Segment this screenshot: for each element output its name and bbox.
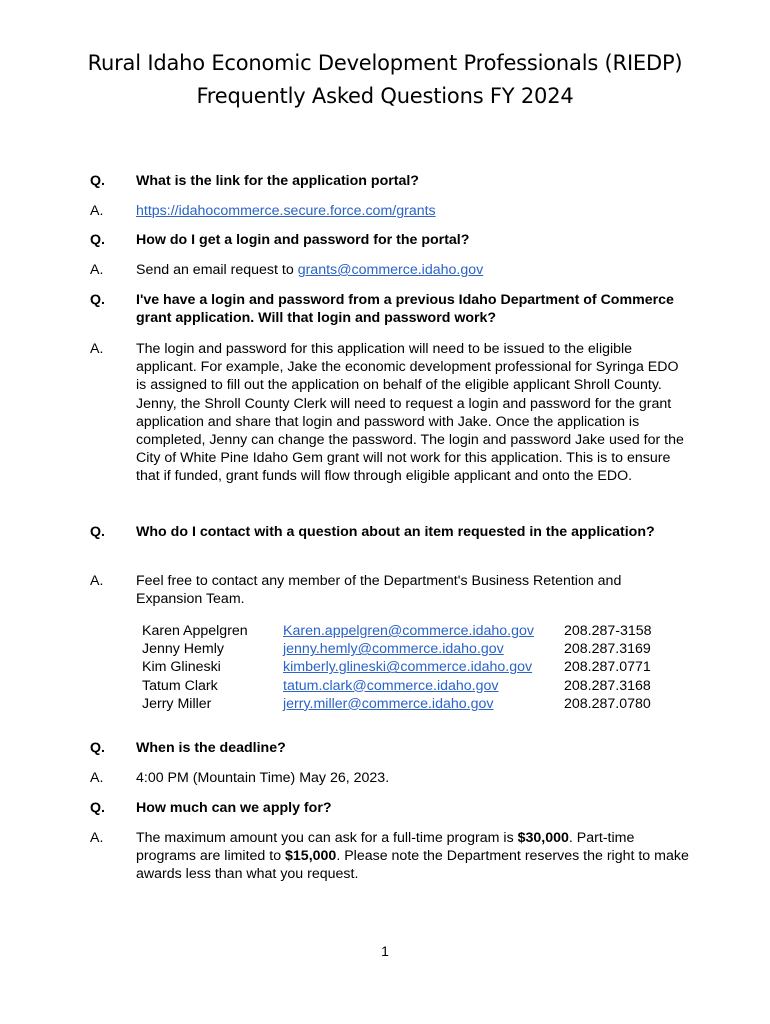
answer-4 (90, 572, 690, 608)
answer-text: Send an email request to (136, 262, 298, 278)
contact-name: Tatum Clark (142, 677, 218, 694)
contact-row (142, 622, 652, 640)
contact-row (142, 658, 652, 676)
contact-email-link[interactable]: jerry.miller@commerce.idaho.gov (283, 695, 494, 712)
contact-phone: 208.287.3169 (564, 641, 651, 658)
answer-text (136, 829, 690, 884)
question-marker: Q. (90, 800, 105, 816)
answer-marker: A. (90, 573, 104, 589)
answer-text-part: . Please note the Department reserves the right to make awards less than what you request. (136, 848, 689, 883)
question-marker: Q. (90, 740, 105, 756)
question-text: What is the link for the application portal? (136, 173, 419, 189)
question-marker: Q. (90, 292, 105, 308)
part-time-amount: $15,000 (285, 848, 337, 865)
answer-marker: A. (90, 262, 104, 278)
answer-text: Feel free to contact any member of the Department's Business Retention and Expansion Team. (136, 573, 622, 608)
question-4 (90, 523, 690, 541)
question-text: When is the deadline? (136, 740, 286, 756)
question-marker: Q. (90, 524, 105, 540)
answer-text-part: . Part-time programs are limited to (136, 830, 635, 865)
title-line-1: Rural Idaho Economic Development Professionals (RIEDP) (87, 51, 683, 75)
contact-row (142, 677, 652, 695)
question-6 (90, 799, 690, 817)
contact-name: Karen Appelgren (142, 623, 248, 639)
question-1 (90, 172, 690, 190)
answer-text: 4:00 PM (Mountain Time) May 26, 2023. (136, 770, 390, 786)
contact-email-link[interactable]: Karen.appelgren@commerce.idaho.gov (283, 623, 535, 639)
question-marker: Q. (90, 173, 105, 189)
grants-email-link[interactable]: grants@commerce.idaho.gov (297, 262, 484, 278)
title-line-2: Frequently Asked Questions FY 2024 (196, 84, 574, 108)
contact-email-link[interactable]: kimberly.glineski@commerce.idaho.gov (283, 659, 533, 676)
full-time-amount: $30,000 (517, 830, 569, 846)
answer-marker: A. (90, 341, 104, 357)
answer-2 (90, 261, 690, 279)
portal-link[interactable]: https://idahocommerce.secure.force.com/grants (136, 203, 436, 219)
contact-phone: 208.287.0771 (564, 659, 651, 676)
answer-marker: A. (90, 830, 104, 846)
contact-email-link[interactable]: tatum.clark@commerce.idaho.gov (283, 677, 499, 694)
contact-table (142, 622, 652, 713)
contact-name: Kim Glineski (142, 659, 221, 676)
document-title (0, 47, 770, 113)
question-5 (90, 739, 690, 757)
contact-row (142, 695, 652, 713)
answer-5 (90, 769, 690, 787)
answer-1 (90, 202, 690, 220)
answer-text: The login and password for this application will need to be issued to the eligible applicant. For example, Jake the economic development professional for Syringa EDO is assigned to fill out the application on behalf of the eligible applicant Shroll County. Jenny, the Shroll County Clerk will need to request a login and password for the grant application and share that login and password with Jake. Once the application is completed, Jenny can change the password. The login and password Jake used for the City of White Pine Idaho Gem grant will not work for this application. This is to ensure that if funded, grant funds will flow through eligible applicant and onto the EDO. (136, 341, 684, 485)
answer-marker: A. (90, 770, 104, 786)
answer-text-part: The maximum amount you can ask for a full-time program is (136, 830, 518, 846)
contact-email-link[interactable]: jenny.hemly@commerce.idaho.gov (283, 641, 504, 658)
question-text: How much can we apply for? (136, 800, 332, 816)
question-text: Who do I contact with a question about an item requested in the application? (136, 524, 655, 540)
question-marker: Q. (90, 232, 105, 248)
contact-name: Jerry Miller (142, 695, 212, 712)
answer-3 (90, 340, 690, 486)
contact-row (142, 640, 652, 658)
question-text: I've have a login and password from a previous Idaho Department of Commerce grant application. Will that login and password work? (136, 292, 674, 327)
question-3 (90, 291, 690, 327)
contact-phone: 208.287.3168 (564, 677, 651, 694)
answer-6 (90, 829, 690, 884)
question-text: How do I get a login and password for the portal? (136, 232, 470, 248)
contact-name: Jenny Hemly (142, 641, 225, 658)
contact-phone: 208.287.0780 (564, 695, 651, 712)
page-number: 1 (381, 943, 389, 959)
question-2 (90, 231, 690, 249)
contact-phone: 208.287-3158 (564, 623, 652, 639)
answer-marker: A. (90, 203, 104, 219)
